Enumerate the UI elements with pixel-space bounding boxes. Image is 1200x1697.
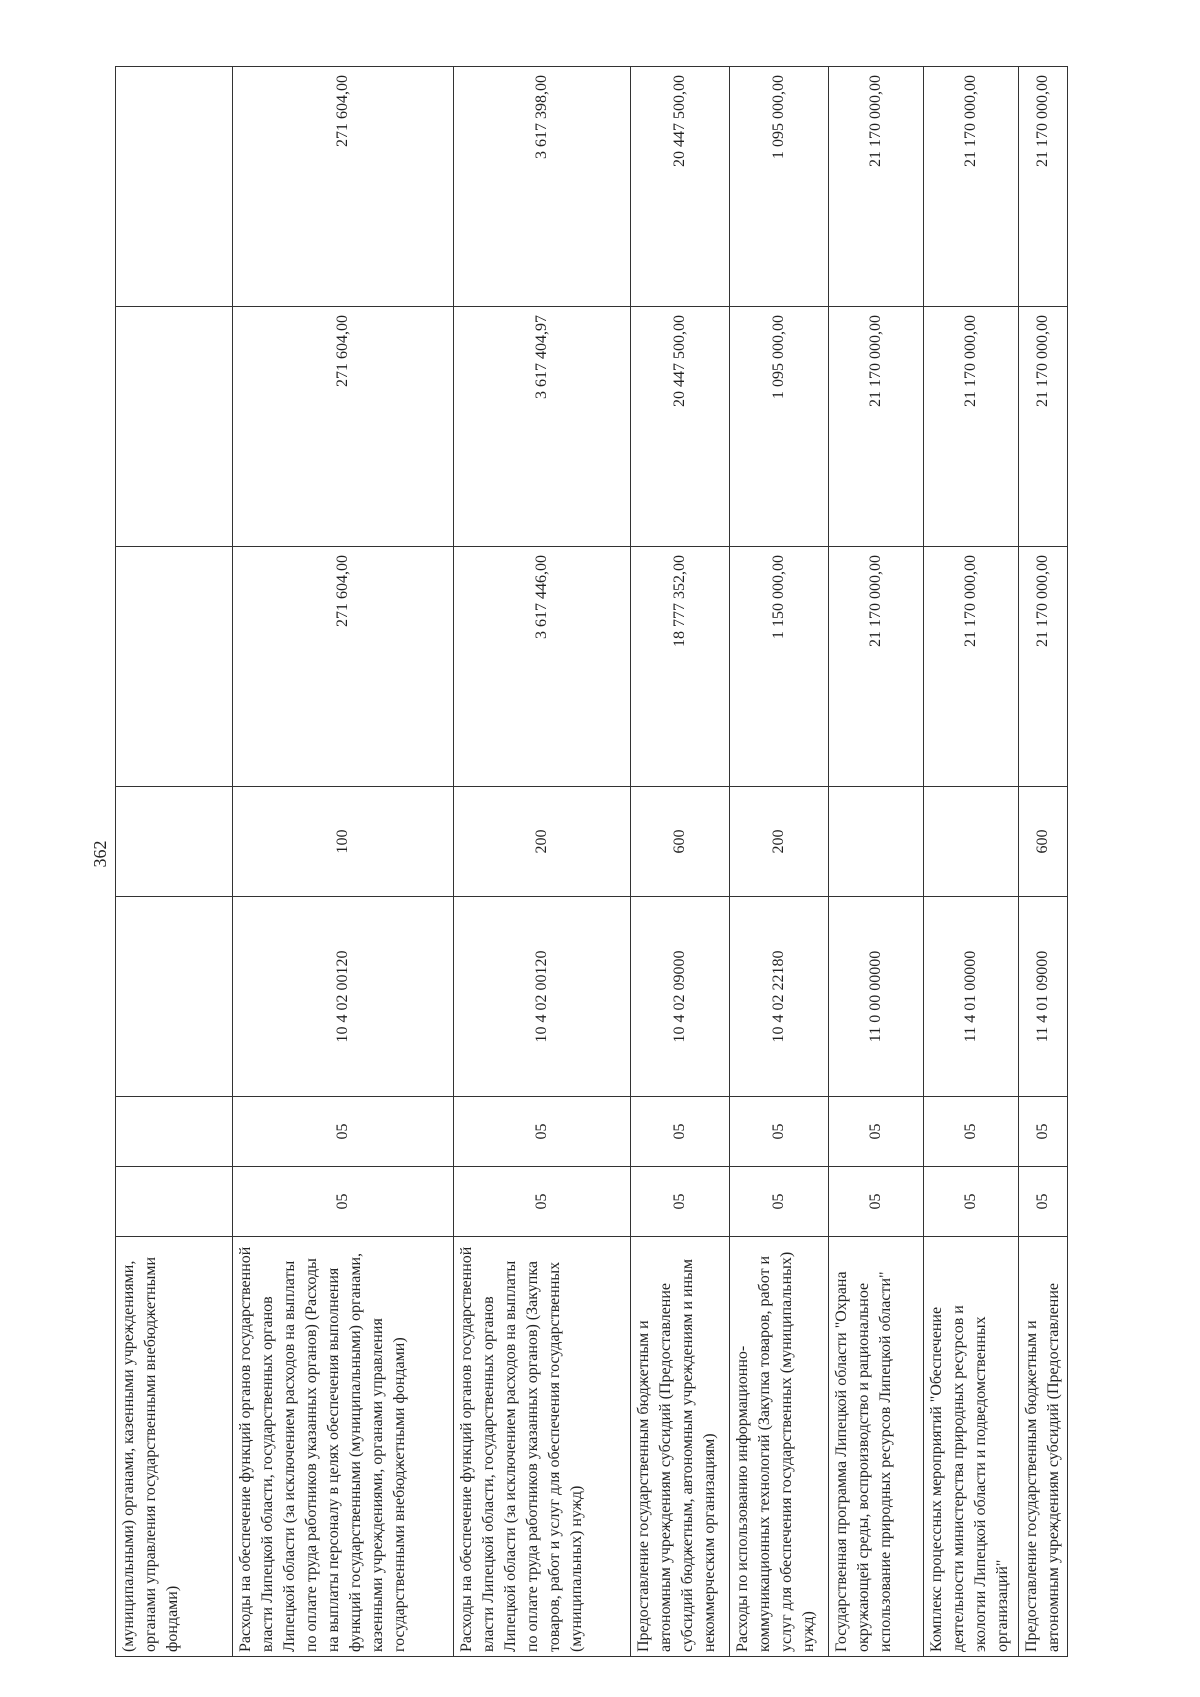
amount-3: 3 617 398,00 — [454, 67, 631, 307]
amount-3 — [116, 67, 233, 307]
page-number: 362 — [90, 840, 110, 868]
row-name: Государственная программа Липецкой области "Охрана окружающей среды, воспроизводство и рациональное использование природных ресурсов Липецкой области" — [829, 1237, 924, 1657]
target-article-code: 10 4 02 00120 — [233, 897, 454, 1097]
subsection-code: 05 — [1019, 1097, 1068, 1167]
section-code: 05 — [1019, 1167, 1068, 1237]
table-row — [1019, 67, 1068, 1657]
expense-type-code — [116, 787, 233, 897]
expense-type-code: 600 — [1019, 787, 1068, 897]
row-name: Предоставление государственным бюджетным и автономным учреждениям субсидий (Предоставление субсидий бюджетным, автономным учреждениям и иным некоммерческим организациям) — [631, 1237, 730, 1657]
expense-type-code: 600 — [631, 787, 730, 897]
row-name: (муниципальными) органами, казенными учреждениями, органами управления государственными внебюджетными фондами) — [116, 1237, 233, 1657]
target-article-code: 11 4 01 00000 — [924, 897, 1019, 1097]
target-article-code: 10 4 02 22180 — [730, 897, 829, 1097]
subsection-code: 05 — [454, 1097, 631, 1167]
row-name: Комплекс процессных мероприятий "Обеспечение деятельности министерства природных ресурсов и экологии Липецкой области и подведомственных организаций" — [924, 1237, 1019, 1657]
table-row — [730, 67, 829, 1657]
subsection-code: 05 — [924, 1097, 1019, 1167]
section-code: 05 — [233, 1167, 454, 1237]
expense-type-code: 100 — [233, 787, 454, 897]
amount-2 — [116, 307, 233, 547]
target-article-code — [116, 897, 233, 1097]
row-name: Расходы по использованию информационно-коммуникационных технологий (Закупка товаров, работ и услуг для обеспечения государственных (муниципальных) нужд) — [730, 1237, 829, 1657]
amount-3: 1 095 000,00 — [730, 67, 829, 307]
target-article-code: 10 4 02 09000 — [631, 897, 730, 1097]
expense-type-code: 200 — [730, 787, 829, 897]
section-code: 05 — [454, 1167, 631, 1237]
table-row — [116, 67, 233, 1657]
subsection-code: 05 — [233, 1097, 454, 1167]
target-article-code: 11 4 01 09000 — [1019, 897, 1068, 1097]
amount-3: 271 604,00 — [233, 67, 454, 307]
amount-2: 1 095 000,00 — [730, 307, 829, 547]
rotated-page-content — [115, 67, 1075, 1657]
amount-1 — [116, 547, 233, 787]
budget-table — [115, 66, 1068, 1657]
target-article-code: 10 4 02 00120 — [454, 897, 631, 1097]
amount-1: 3 617 446,00 — [454, 547, 631, 787]
table-row — [631, 67, 730, 1657]
subsection-code: 05 — [730, 1097, 829, 1167]
amount-1: 21 170 000,00 — [924, 547, 1019, 787]
amount-3: 20 447 500,00 — [631, 67, 730, 307]
amount-2: 20 447 500,00 — [631, 307, 730, 547]
amount-2: 271 604,00 — [233, 307, 454, 547]
subsection-code: 05 — [829, 1097, 924, 1167]
section-code: 05 — [829, 1167, 924, 1237]
row-name: Расходы на обеспечение функций органов государственной власти Липецкой области, государственных органов Липецкой области (за исключением расходов на выплаты по оплате труда работников указанных органов) (Расходы на выплаты персоналу в целях обеспечения выполнения функций государственными (муниципальными) органами, казенными учреждениями, органами управления государственными внебюджетными фондами) — [233, 1237, 454, 1657]
expense-type-code: 200 — [454, 787, 631, 897]
table-row — [829, 67, 924, 1657]
amount-1: 21 170 000,00 — [829, 547, 924, 787]
amount-3: 21 170 000,00 — [1019, 67, 1068, 307]
amount-3: 21 170 000,00 — [924, 67, 1019, 307]
amount-1: 271 604,00 — [233, 547, 454, 787]
row-name: Расходы на обеспечение функций органов государственной власти Липецкой области, государственных органов Липецкой области (за исключением расходов на выплаты по оплате труда работников указанных органов) (Закупка товаров, работ и услуг для обеспечения государственных (муниципальных) нужд) — [454, 1237, 631, 1657]
table-row — [454, 67, 631, 1657]
amount-1: 18 777 352,00 — [631, 547, 730, 787]
target-article-code: 11 0 00 00000 — [829, 897, 924, 1097]
table-row — [924, 67, 1019, 1657]
amount-3: 21 170 000,00 — [829, 67, 924, 307]
subsection-code — [116, 1097, 233, 1167]
section-code — [116, 1167, 233, 1237]
expense-type-code — [924, 787, 1019, 897]
section-code: 05 — [924, 1167, 1019, 1237]
section-code: 05 — [631, 1167, 730, 1237]
amount-1: 21 170 000,00 — [1019, 547, 1068, 787]
expense-type-code — [829, 787, 924, 897]
section-code: 05 — [730, 1167, 829, 1237]
table-row — [233, 67, 454, 1657]
amount-2: 21 170 000,00 — [1019, 307, 1068, 547]
amount-2: 3 617 404,97 — [454, 307, 631, 547]
subsection-code: 05 — [631, 1097, 730, 1167]
amount-2: 21 170 000,00 — [924, 307, 1019, 547]
amount-2: 21 170 000,00 — [829, 307, 924, 547]
amount-1: 1 150 000,00 — [730, 547, 829, 787]
row-name: Предоставление государственным бюджетным и автономным учреждениям субсидий (Предоставление — [1019, 1237, 1068, 1657]
